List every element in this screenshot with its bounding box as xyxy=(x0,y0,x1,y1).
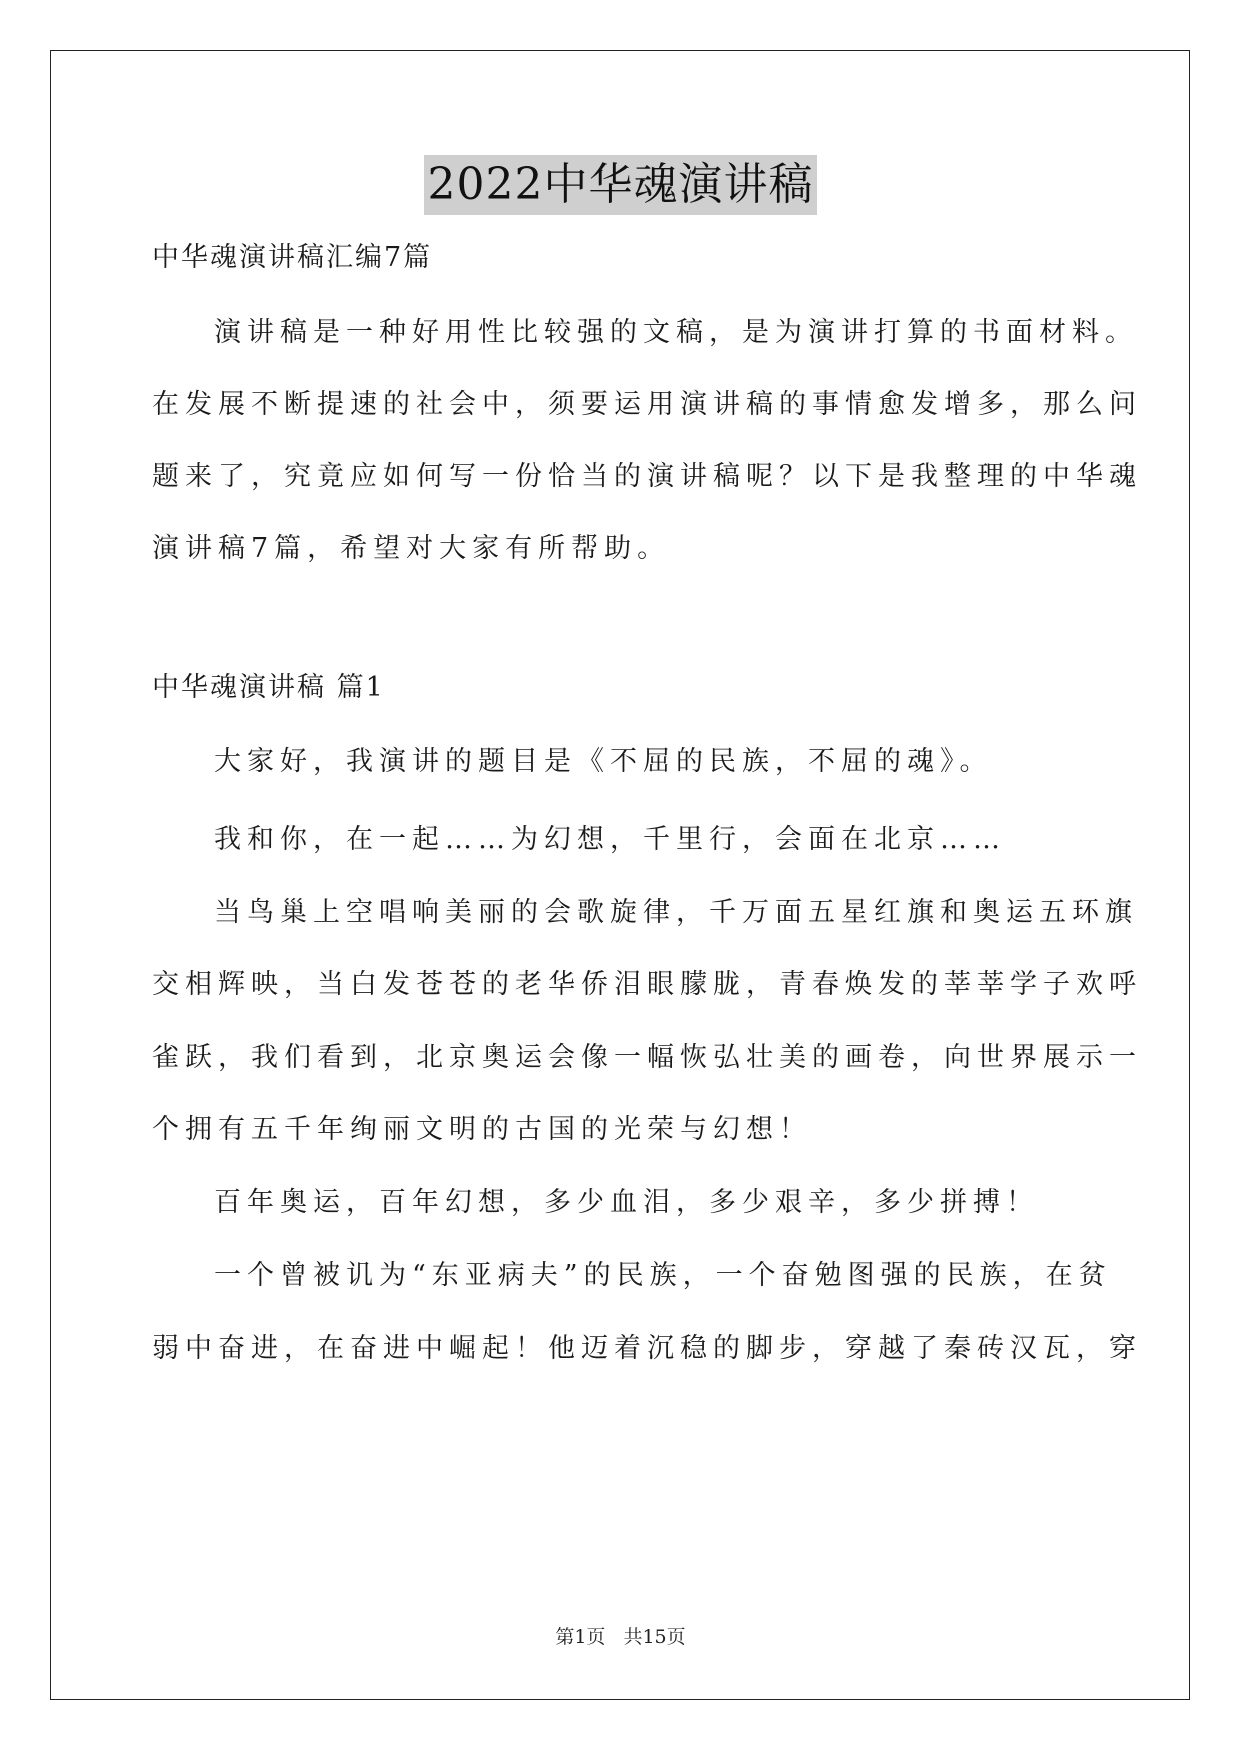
intro-line: 演讲稿7篇，希望对大家有所帮助。 xyxy=(152,533,671,564)
paragraph-line: 当鸟巢上空唱响美丽的会歌旋律，千万面五星红旗和奥运五环旗 xyxy=(214,897,1138,928)
title-wrap xyxy=(0,155,1241,215)
paragraph-line: 个拥有五千年绚丽文明的古国的光荣与幻想！ xyxy=(152,1114,812,1145)
page-number: 第1页 xyxy=(555,1626,606,1648)
paragraph-line: 交相辉映，当白发苍苍的老华侨泪眼朦胧，青春焕发的莘莘学子欢呼 xyxy=(152,969,1142,1000)
page-border xyxy=(50,50,1190,1700)
intro-line: 题来了，究竟应如何写一份恰当的演讲稿呢？以下是我整理的中华魂 xyxy=(152,461,1142,492)
paragraph-line: 百年奥运，百年幻想，多少血泪，多少艰辛，多少拼搏！ xyxy=(214,1187,1039,1218)
paragraph-line: 一个曾被讥为“东亚病夫”的民族，一个奋勉图强的民族，在贫 xyxy=(214,1260,1112,1291)
page-total: 共15页 xyxy=(623,1626,686,1648)
document-title: 2022中华魂演讲稿 xyxy=(424,155,818,215)
paragraph-line: 雀跃，我们看到，北京奥运会像一幅恢弘壮美的画卷，向世界展示一 xyxy=(152,1042,1142,1073)
paragraph-line: 我和你，在一起……为幻想，千里行，会面在北京…… xyxy=(214,824,1006,855)
subtitle: 中华魂演讲稿汇编7篇 xyxy=(152,242,433,273)
page-footer xyxy=(0,1625,1241,1649)
intro-line: 在发展不断提速的社会中，须要运用演讲稿的事情愈发增多，那么问 xyxy=(152,389,1142,420)
paragraph-line: 弱中奋进，在奋进中崛起！他迈着沉稳的脚步，穿越了秦砖汉瓦，穿 xyxy=(152,1333,1142,1364)
section-heading: 中华魂演讲稿 篇1 xyxy=(152,672,385,703)
intro-line: 演讲稿是一种好用性比较强的文稿，是为演讲打算的书面材料。 xyxy=(214,317,1138,348)
paragraph-line: 大家好，我演讲的题目是《不屈的民族，不屈的魂》。 xyxy=(214,746,993,777)
